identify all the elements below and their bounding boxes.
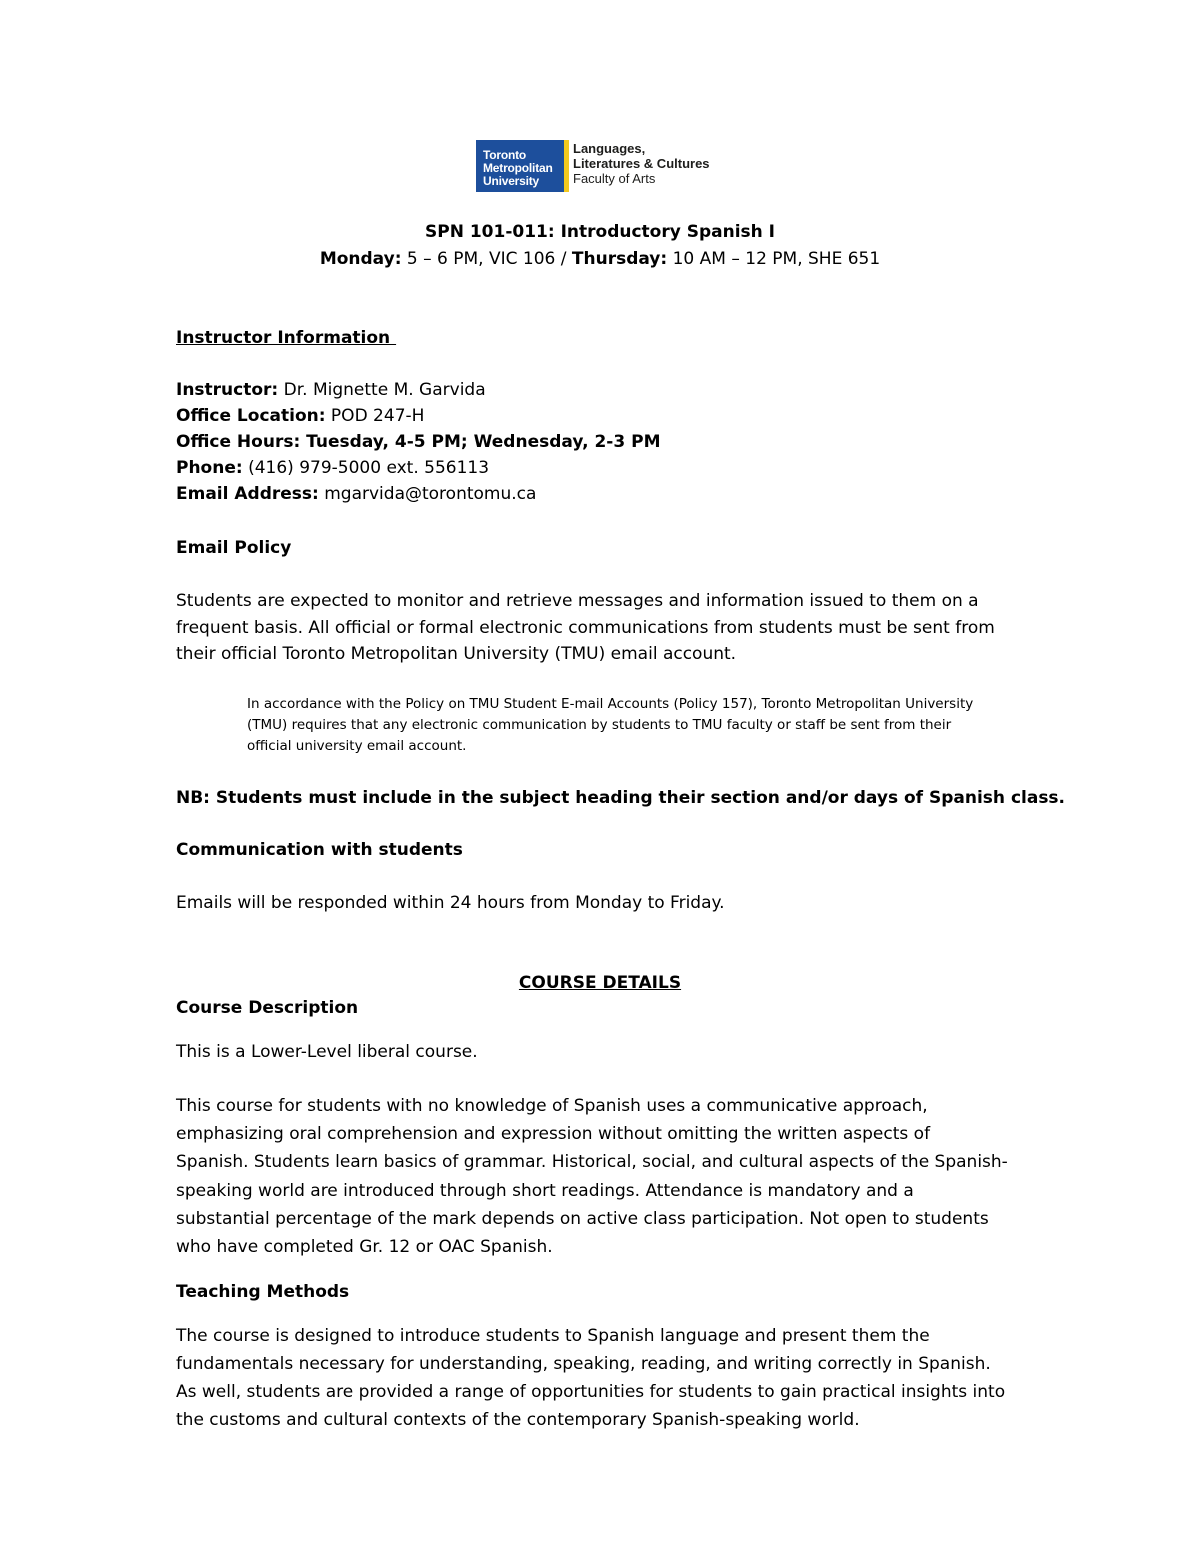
course-schedule [0, 249, 1200, 269]
tmu-logo [476, 140, 564, 192]
office-value: POD 247-H [325, 406, 425, 426]
paragraph-line: frequent basis. All official or formal electronic communications from students must be sent from [176, 617, 995, 638]
office-label: Office Location: [176, 406, 326, 426]
monday-value: 5 – 6 PM, VIC 106 / [401, 249, 572, 269]
phone-value: (416) 979-5000 ext. 556113 [242, 458, 490, 478]
teaching-methods-heading: Teaching Methods [176, 1282, 350, 1302]
logo-org-line3: University [483, 174, 540, 188]
paragraph-line: speaking world are introduced through short readings. Attendance is mandatory and a [176, 1180, 914, 1201]
course-title: SPN 101-011: Introductory Spanish I [424, 222, 776, 242]
logo-org-line2: Metropolitan [483, 161, 553, 175]
paragraph-line: This course for students with no knowledge of Spanish uses a communicative approach, [176, 1096, 928, 1116]
paragraph-line: the customs and cultural contexts of the contemporary Spanish-speaking world. [176, 1410, 860, 1430]
logo-dept-line1: Languages, [573, 141, 646, 156]
course-level-text: This is a Lower-Level liberal course. [176, 1042, 478, 1062]
nb-note: NB: Students must include in the subject heading their section and/or days of Spanish class. [176, 788, 1066, 808]
policy-quote [247, 694, 1037, 757]
communication-text: Emails will be responded within 24 hours from Monday to Friday. [176, 893, 725, 913]
paragraph-line: who have completed Gr. 12 or OAC Spanish. [176, 1237, 553, 1258]
logo-dept-line3: Faculty of Arts [573, 171, 656, 186]
paragraph-line: The course is designed to introduce students to Spanish language and present them the [176, 1326, 930, 1346]
quote-line: official university email account. [247, 738, 467, 754]
paragraph-line: fundamentals necessary for understanding, speaking, reading, and writing correctly in Spanish. [176, 1354, 991, 1374]
email-line [176, 484, 536, 504]
email-label: Email Address: [176, 484, 319, 504]
paragraph-line: substantial percentage of the mark depends on active class participation. Not open to students [176, 1208, 989, 1229]
logo-org-line1: Toronto [483, 148, 527, 162]
logo-dept-line2: Literatures & Cultures [573, 156, 710, 171]
thursday-label: Thursday: [571, 249, 668, 269]
phone-line [176, 458, 489, 478]
course-details-heading: COURSE DETAILS [518, 973, 682, 993]
email-value: mgarvida@torontomu.ca [318, 484, 537, 504]
quote-line: In accordance with the Policy on TMU Student E-mail Accounts (Policy 157), Toronto Metropolitan University [247, 696, 974, 712]
thursday-value: 10 AM – 12 PM, SHE 651 [667, 249, 881, 269]
monday-label: Monday: [319, 249, 402, 269]
paragraph-line: Spanish. Students learn basics of grammar. Historical, social, and cultural aspects of the Spanish- [176, 1152, 1008, 1173]
instructor-line [176, 380, 486, 400]
instructor-label: Instructor: [176, 380, 279, 400]
paragraph-line: emphasizing oral comprehension and expression without omitting the written aspects of [176, 1124, 931, 1145]
instructor-value: Dr. Mignette M. Garvida [278, 380, 486, 400]
course-description-paragraph [176, 1092, 1026, 1261]
office-line [176, 406, 424, 426]
email-policy-heading: Email Policy [176, 538, 292, 558]
course-description-heading: Course Description [176, 998, 359, 1018]
paragraph-line: As well, students are provided a range of opportunities for students to gain practical insights into [176, 1382, 1006, 1402]
email-policy-paragraph [176, 588, 1026, 668]
paragraph-line: Students are expected to monitor and retrieve messages and information issued to them on a [176, 591, 979, 611]
instructor-heading: Instructor Information [176, 328, 397, 348]
phone-label: Phone: [176, 458, 243, 478]
communication-heading: Communication with students [176, 840, 463, 860]
office-hours: Office Hours: Tuesday, 4-5 PM; Wednesday, 2-3 PM [176, 432, 661, 452]
quote-line: (TMU) requires that any electronic communication by students to TMU faculty or staff be sent from their [247, 717, 952, 733]
paragraph-line: their official Toronto Metropolitan University (TMU) email account. [176, 644, 737, 664]
logo-accent-bar [564, 140, 569, 192]
teaching-methods-paragraph [176, 1322, 1026, 1434]
